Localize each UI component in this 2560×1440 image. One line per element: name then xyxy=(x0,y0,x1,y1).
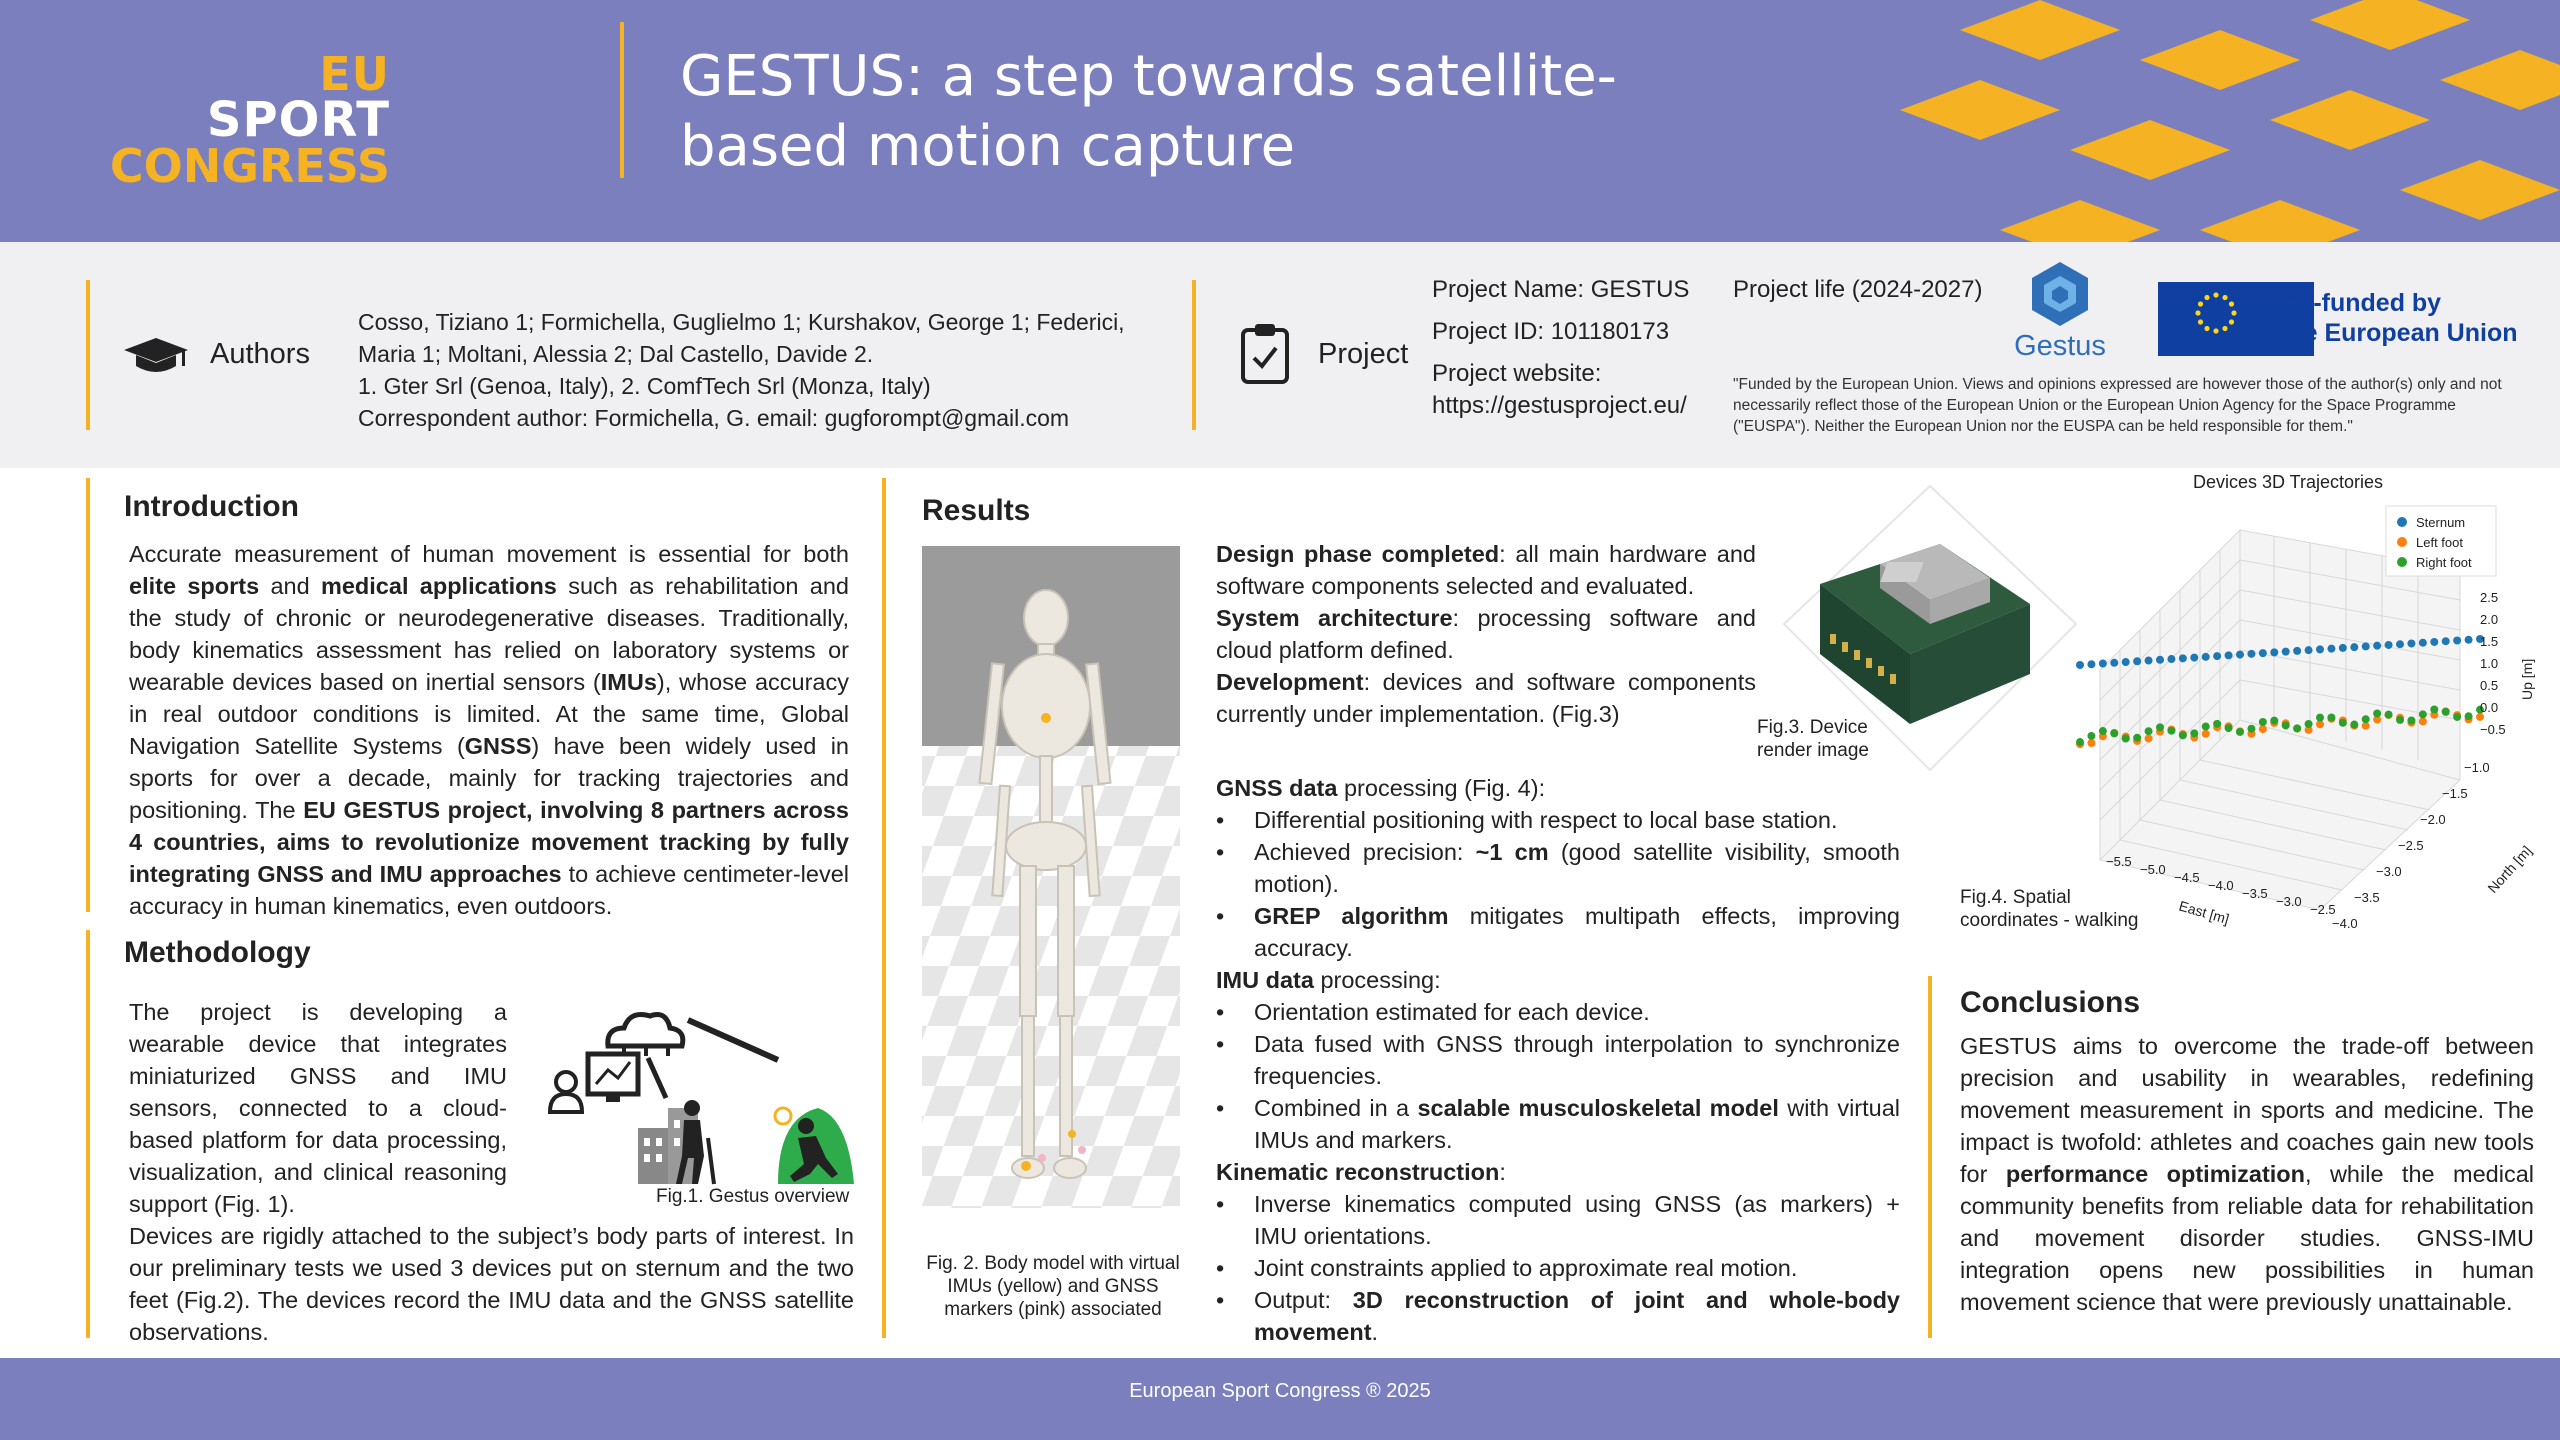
results-phase-text xyxy=(1216,538,1756,730)
intro-text-2: and xyxy=(270,573,310,599)
chart-point xyxy=(2179,731,2187,739)
conclusions-text xyxy=(1960,1030,2534,1318)
y-tick-label: −3.5 xyxy=(2354,890,2380,905)
chart-point xyxy=(2350,643,2358,651)
chart-point xyxy=(2362,715,2370,723)
chart-grid xyxy=(2100,530,2460,910)
kin-bullet-1-text: Inverse kinematics computed using GNSS (as markers) + IMU orientations. xyxy=(1254,1191,1900,1249)
chart-point xyxy=(2442,708,2450,716)
bullet: • xyxy=(1216,1287,1225,1313)
kinematic-colon: : xyxy=(1499,1159,1506,1185)
conclusions-bold: performance optimization xyxy=(2005,1161,2306,1187)
chart-point xyxy=(2316,645,2324,653)
results-accent-bar xyxy=(882,478,886,1338)
bullet: • xyxy=(1216,999,1225,1025)
trajectories-3d-chart xyxy=(2060,470,2560,950)
chart-point xyxy=(2145,657,2153,665)
chart-point xyxy=(2202,730,2210,738)
chart-point xyxy=(2076,738,2084,746)
chart-point xyxy=(2430,706,2438,714)
chart-point xyxy=(2087,732,2095,740)
imu-bullet-2-text: Data fused with GNSS through interpolation to synchronize frequencies. xyxy=(1254,1031,1900,1089)
chart-point xyxy=(2373,642,2381,650)
imu-bullet-1 xyxy=(1216,996,1900,1028)
fig2-caption: Fig. 2. Body model with virtual IMUs (yellow) and GNSS markers (pink) associated xyxy=(926,1253,1180,1320)
gnss-bullet-2-bold: ~1 cm xyxy=(1475,839,1549,865)
introduction-heading: Introduction xyxy=(124,490,299,523)
chart-point xyxy=(2430,638,2438,646)
chart-title: Devices 3D Trajectories xyxy=(2192,472,2384,492)
conclusions-text-1: GESTUS aims to overcome the trade-off between precision and usability in wearables, redefining movement measurement in sports and medicine. The impact is twofold: athletes and coaches gain new tools for xyxy=(1960,1033,2534,1187)
authors-affiliations: 1. Gter Srl (Genoa, Italy), 2. ComfTech Srl (Monza, Italy) xyxy=(358,373,931,399)
authors-label: Authors xyxy=(210,338,310,370)
gestus-hexagon-icon xyxy=(2000,258,2120,332)
chart-ylabel: North [m] xyxy=(2484,842,2535,897)
chart-point xyxy=(2110,659,2118,667)
chart-point xyxy=(2465,636,2473,644)
design-phase-text: : all main hardware and software components selected and evaluated. xyxy=(1216,541,1756,599)
chart-point xyxy=(2407,717,2415,725)
imu-bullet-3-bold: scalable musculoskeletal model xyxy=(1417,1095,1779,1121)
x-tick-label: −3.5 xyxy=(2242,886,2268,901)
legend-marker xyxy=(2397,537,2407,547)
development-text: : devices and software components currently under implementation. (Fig.3) xyxy=(1216,669,1756,727)
intro-text-4: ), whose accuracy in real outdoor conditions is limited. At the same time, Global Navigation Satellite Systems ( xyxy=(129,669,849,759)
chart-point xyxy=(2270,717,2278,725)
imu-bullet-1-text: Orientation estimated for each device. xyxy=(1254,999,1650,1025)
chart-point xyxy=(2247,725,2255,733)
chart-point xyxy=(2339,719,2347,727)
chart-point xyxy=(2282,648,2290,656)
z-tick-label: −0.5 xyxy=(2480,722,2506,737)
intro-text-5: ) have been widely used in sports for over a decade, mainly for tracking trajectories and positioning. The xyxy=(129,733,850,823)
intro-bold-4: GNSS xyxy=(464,733,532,759)
authors-accent-bar xyxy=(86,280,90,430)
chart-point xyxy=(2396,640,2404,648)
imu-bullet-3-text-c: with virtual IMUs and markers. xyxy=(1254,1095,1901,1153)
chart-point xyxy=(2167,655,2175,663)
project-website-link[interactable]: https://gestusproject.eu/ xyxy=(1432,392,1687,419)
gnss-bullet-1 xyxy=(1216,804,1900,836)
legend-label: Left foot xyxy=(2416,535,2463,550)
z-tick-label: 2.5 xyxy=(2480,590,2499,605)
methodology-accent-bar xyxy=(86,930,90,1338)
authors-correspondent: Correspondent author: Formichella, G. email: gugforompt@gmail.com xyxy=(358,405,1070,431)
chart-point xyxy=(2110,729,2118,737)
gestus-logo-text: Gestus xyxy=(2014,330,2106,362)
header-banner xyxy=(0,0,2560,242)
intro-bold-5: EU GESTUS project, involving 8 partners across 4 countries, aims to revolutionize movement tracking by fully integrating GNSS and IMU approaches xyxy=(129,797,849,887)
z-tick-label: 1.5 xyxy=(2480,634,2499,649)
imu-bullet-2 xyxy=(1216,1028,1900,1092)
z-tick-label: 0.5 xyxy=(2480,678,2499,693)
chart-xlabel: East [m] xyxy=(2177,897,2231,928)
chart-point xyxy=(2156,723,2164,731)
kin-bullet-3-text-c: . xyxy=(1371,1319,1379,1345)
bullet: • xyxy=(1216,1031,1225,1057)
eu-cofunded-line2: the European Union xyxy=(2280,319,2518,347)
gnss-bullet-3 xyxy=(1216,900,1900,964)
methodology-heading: Methodology xyxy=(124,936,311,969)
project-accent-bar xyxy=(1192,280,1196,430)
gnss-heading xyxy=(1216,772,1900,804)
x-tick-label: −5.0 xyxy=(2140,862,2166,877)
intro-text-1: Accurate measurement of human movement is essential for both xyxy=(129,541,849,567)
body-model-figure xyxy=(922,546,1180,1208)
chart-point xyxy=(2190,654,2198,662)
chart-point xyxy=(2385,711,2393,719)
clipboard-icon xyxy=(1240,322,1290,384)
z-tick-label: 1.0 xyxy=(2480,656,2499,671)
kin-bullet-1 xyxy=(1216,1188,1900,1252)
fig1-caption: Fig.1. Gestus overview xyxy=(656,1186,850,1207)
chart-point xyxy=(2293,724,2301,732)
chart-point xyxy=(2327,645,2335,653)
poster-title: GESTUS: a step towards satellite-based motion capture xyxy=(680,44,1617,179)
chart-point xyxy=(2327,714,2335,722)
y-tick-label: −3.0 xyxy=(2376,864,2402,879)
bullet: • xyxy=(1216,903,1225,929)
chart-point xyxy=(2282,721,2290,729)
chart-point xyxy=(2122,734,2130,742)
legend-marker xyxy=(2397,517,2407,527)
intro-accent-bar xyxy=(86,478,90,912)
imu-bullet-3 xyxy=(1216,1092,1900,1156)
chart-point xyxy=(2099,660,2107,668)
chart-point xyxy=(2202,723,2210,731)
fig3-caption: Fig.3. Device render image xyxy=(1757,717,1869,761)
graduation-cap-icon xyxy=(122,336,190,376)
bullet: • xyxy=(1216,1095,1225,1121)
chart-point xyxy=(2385,641,2393,649)
eu-sport-congress-logo xyxy=(100,47,390,194)
chart-point xyxy=(2305,646,2313,654)
legend-label: Right foot xyxy=(2416,555,2472,570)
z-tick-label: 0.0 xyxy=(2480,700,2499,715)
y-tick-label: −2.5 xyxy=(2398,838,2424,853)
y-tick-label: −2.0 xyxy=(2420,812,2446,827)
footer-text: European Sport Congress ® 2025 xyxy=(1129,1380,1431,1402)
gnss-text: processing (Fig. 4): xyxy=(1343,775,1546,801)
introduction-text xyxy=(129,538,849,922)
chart-point xyxy=(2465,712,2473,720)
project-label: Project xyxy=(1318,338,1409,370)
decorative-arrows xyxy=(1840,0,2560,242)
chart-point xyxy=(2305,720,2313,728)
chart-point xyxy=(2179,654,2187,662)
legend-label: Sternum xyxy=(2416,515,2466,530)
results-heading: Results xyxy=(922,494,1031,527)
chart-point xyxy=(2339,644,2347,652)
chart-point xyxy=(2213,720,2221,728)
gnss-bold: GNSS data xyxy=(1216,775,1338,801)
gnss-bullet-3-bold: GREP algorithm xyxy=(1254,903,1449,929)
chart-point xyxy=(2236,728,2244,736)
methodology-text-1: The project is developing a wearable device that integrates miniaturized GNSS and IMU sensors, connected to a cloud-based platform for data processing, visualization, and clinical reasoning support (Fig. 1). xyxy=(129,999,507,1217)
gnss-bullet-2 xyxy=(1216,836,1900,900)
intro-text-3: such as rehabilitation and the study of chronic or neurodegenerative diseases. Traditionally, body kinematics assessment has relied on laboratory systems or wearable devices based on inertial sensors ( xyxy=(129,573,849,695)
gnss-bullet-3-text: mitigates multipath effects, improving accuracy. xyxy=(1254,903,1900,961)
architecture-text: : processing software and cloud platform defined. xyxy=(1216,605,1756,663)
chart-point xyxy=(2453,636,2461,644)
kin-bullet-3-text-a: Output: xyxy=(1254,1287,1332,1313)
project-name: Project Name: GESTUS xyxy=(1432,276,1690,303)
x-tick-label: −5.5 xyxy=(2106,854,2132,869)
kin-bullet-3-bold: 3D reconstruction of joint and whole-body movement xyxy=(1254,1287,1901,1345)
chart-point xyxy=(2419,710,2427,718)
imu-text: processing: xyxy=(1320,967,1441,993)
chart-point xyxy=(2145,727,2153,735)
logo-line-eu: EU xyxy=(319,47,390,101)
intro-text-6: to achieve centimeter-level accuracy in human kinematics, even outdoors. xyxy=(129,861,849,919)
design-phase-bold: Design phase completed xyxy=(1216,541,1500,567)
chart-point xyxy=(2145,734,2153,742)
chart-point xyxy=(2225,724,2233,732)
eu-cofunded-line1: Co-funded by xyxy=(2280,289,2442,317)
gnss-bullet-2-text-a: Achieved precision: xyxy=(1254,839,1464,865)
kin-bullet-2-text: Joint constraints applied to approximate real motion. xyxy=(1254,1255,1798,1281)
methodology-text-2: Devices are rigidly attached to the subject’s body parts of interest. In our preliminary tests we used 3 devices put on sternum and the two feet (Fig.2). The devices record the IMU data and the GNSS satellite observations. xyxy=(129,1223,854,1345)
chart-point xyxy=(2202,653,2210,661)
intro-bold-1: elite sports xyxy=(129,573,260,599)
authors-names: Cosso, Tiziano 1; Formichella, Guglielmo 1; Kurshakov, George 1; Federici, Maria 1; Moltani, Alessia 2; Dal Castello, Davide 2. xyxy=(358,309,1125,367)
imu-bold: IMU data xyxy=(1216,967,1314,993)
chart-point xyxy=(2373,709,2381,717)
chart-point xyxy=(2247,650,2255,658)
chart-point xyxy=(2350,721,2358,729)
chart-point xyxy=(2407,639,2415,647)
chart-point xyxy=(2076,661,2084,669)
chart-point xyxy=(2259,649,2267,657)
project-id: Project ID: 101180173 xyxy=(1432,318,1670,345)
chart-point xyxy=(2167,727,2175,735)
gnss-bullet-2-text-c: (good satellite visibility, smooth motion). xyxy=(1254,839,1901,897)
gestus-logo xyxy=(2000,258,2120,368)
conclusions-accent-bar xyxy=(1928,976,1932,1338)
eu-cofunded-text xyxy=(2280,288,2540,348)
funding-disclaimer: "Funded by the European Union. Views and opinions expressed are however those of the author(s) only and not necessarily reflect those of the European Union or the European Union Agency for the Space Programme ("EUSPA"). Neither the European Union nor the EUSPA can be held responsible for them." xyxy=(1733,376,2502,435)
chart-point xyxy=(2133,657,2141,665)
chart-point xyxy=(2099,727,2107,735)
project-website-label: Project website: xyxy=(1432,360,1602,387)
kin-bullet-2 xyxy=(1216,1252,1900,1284)
bullet: • xyxy=(1216,1255,1225,1281)
chart-point xyxy=(2453,713,2461,721)
chart-point xyxy=(2122,658,2130,666)
chart-zlabel: Up [m] xyxy=(2519,658,2535,700)
fig4-caption: Fig.4. Spatial coordinates - walking xyxy=(1960,887,2139,931)
development-bold: Development xyxy=(1216,669,1364,695)
header-divider xyxy=(620,22,624,178)
chart-point xyxy=(2225,651,2233,659)
z-tick-label: 2.0 xyxy=(2480,612,2499,627)
gnss-bullet-1-text: Differential positioning with respect to local base station. xyxy=(1254,807,1838,833)
chart-point xyxy=(2213,652,2221,660)
chart-point xyxy=(2293,647,2301,655)
imu-heading xyxy=(1216,964,1900,996)
kin-bullet-3 xyxy=(1216,1284,1900,1348)
chart-point xyxy=(2236,651,2244,659)
x-tick-label: −4.0 xyxy=(2208,878,2234,893)
chart-point xyxy=(2190,729,2198,737)
chart-point xyxy=(2087,739,2095,747)
chart-point xyxy=(2259,718,2267,726)
chart-point xyxy=(2316,714,2324,722)
bullet: • xyxy=(1216,1191,1225,1217)
conclusions-text-2: , while the medical community benefits from reliable data for rehabilitation and movement disorder studies. GNSS-IMU integration opens new possibilities in human movement science that were previously unattainable. xyxy=(1960,1161,2534,1315)
chart-point xyxy=(2362,642,2370,650)
x-tick-label: −3.0 xyxy=(2276,894,2302,909)
logo-line-sport: SPORT xyxy=(206,92,390,149)
legend-marker xyxy=(2397,557,2407,567)
kinematic-bold: Kinematic reconstruction xyxy=(1216,1159,1500,1185)
chart-point xyxy=(2259,725,2267,733)
bullet: • xyxy=(1216,839,1225,865)
x-tick-label: −4.5 xyxy=(2174,870,2200,885)
authors-text xyxy=(358,306,1188,434)
chart-point xyxy=(2087,660,2095,668)
chart-point xyxy=(2419,717,2427,725)
chart-point xyxy=(2156,656,2164,664)
chart-legend xyxy=(2386,506,2496,576)
bullet: • xyxy=(1216,807,1225,833)
y-tick-label: −4.0 xyxy=(2332,916,2358,931)
y-tick-label: −1.0 xyxy=(2464,760,2490,775)
chart-point xyxy=(2442,637,2450,645)
chart-point xyxy=(2133,734,2141,742)
intro-bold-3: IMUs xyxy=(600,669,657,695)
imu-bullet-3-text-a: Combined in a xyxy=(1254,1095,1410,1121)
kinematic-heading xyxy=(1216,1156,1900,1188)
chart-point xyxy=(2270,648,2278,656)
chart-point xyxy=(2419,639,2427,647)
architecture-bold: System architecture xyxy=(1216,605,1453,631)
project-life: Project life (2024-2027) xyxy=(1733,276,1983,303)
intro-bold-2: medical applications xyxy=(320,573,557,599)
x-tick-label: −2.5 xyxy=(2310,902,2336,917)
logo-line-congress: CONGRESS xyxy=(109,139,390,194)
gestus-overview-figure xyxy=(548,998,858,1188)
conclusions-heading: Conclusions xyxy=(1960,986,2141,1019)
y-tick-label: −1.5 xyxy=(2442,786,2468,801)
chart-point xyxy=(2396,716,2404,724)
